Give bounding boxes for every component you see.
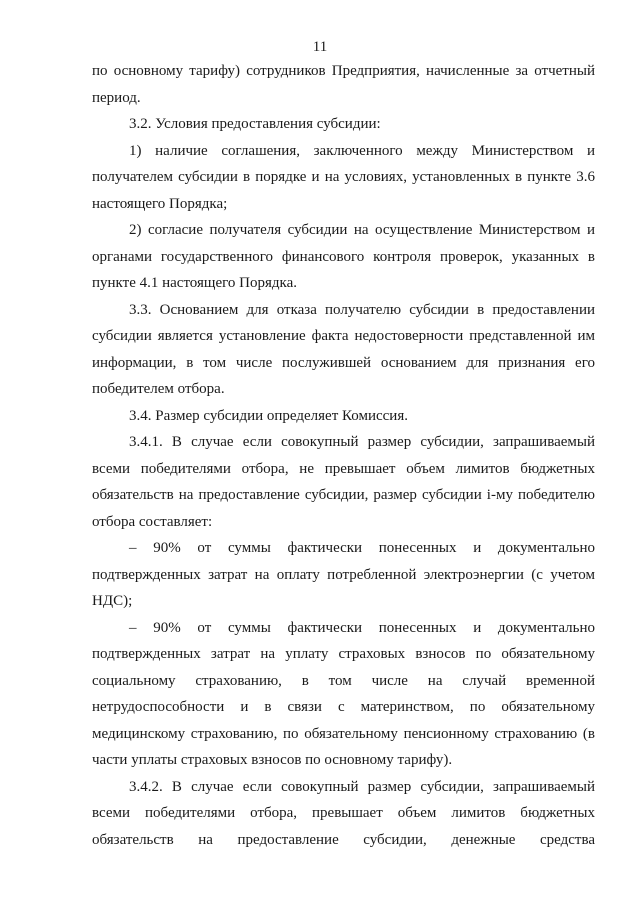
page-number: 11 bbox=[312, 39, 328, 55]
paragraph-3-4-1: 3.4.1. В случае если совокупный размер субсидии, запрашиваемый всеми победителями отбора, не превышает объем лимитов бюджетных обязательств на предоставление субсидии, размер субсидии i-му победителю отбора составляет: bbox=[92, 434, 595, 530]
paragraph-3-3: 3.3. Основанием для отказа получателю субсидии в предоставлении субсидии является установление факта недостоверности представленной им информации, в том числе послужившей основанием для признания его победителем отбора. bbox=[92, 301, 595, 397]
paragraph-continuation: по основному тарифу) сотрудников Предприятия, начисленные за отчетный период. bbox=[92, 63, 595, 106]
document-body bbox=[92, 58, 595, 853]
list-item-insurance: – 90% от суммы фактически понесенных и документально подтвержденных затрат на уплату страховых взносов по обязательному социальному страхованию, в том числе на случай временной нетрудоспособности и в связи с материнством, по обязательному медицинскому страхованию, по обязательному пенсионному страхованию (в части уплаты страховых взносов по основному тарифу). bbox=[92, 619, 595, 768]
paragraph-3-2-item-2: 2) согласие получателя субсидии на осуществление Министерством и органами государственного финансового контроля проверок, указанных в пункте 4.1 настоящего Порядка. bbox=[92, 222, 595, 291]
paragraph-3-4-2: 3.4.2. В случае если совокупный размер субсидии, запрашиваемый всеми победителями отбора, превышает объем лимитов бюджетных обязательств на предоставление субсидии, денежные средства bbox=[92, 778, 595, 848]
paragraph-3-2: 3.2. Условия предоставления субсидии: bbox=[129, 116, 381, 132]
paragraph-3-4: 3.4. Размер субсидии определяет Комиссия. bbox=[129, 407, 408, 424]
list-item-electricity: – 90% от суммы фактически понесенных и документально подтвержденных затрат на оплату потребленной электроэнергии (с учетом НДС); bbox=[92, 540, 595, 609]
paragraph-3-2-item-1: 1) наличие соглашения, заключенного между Министерством и получателем субсидии в порядке и на условиях, установленных в пункте 3.6 настоящего Порядка; bbox=[92, 142, 595, 212]
